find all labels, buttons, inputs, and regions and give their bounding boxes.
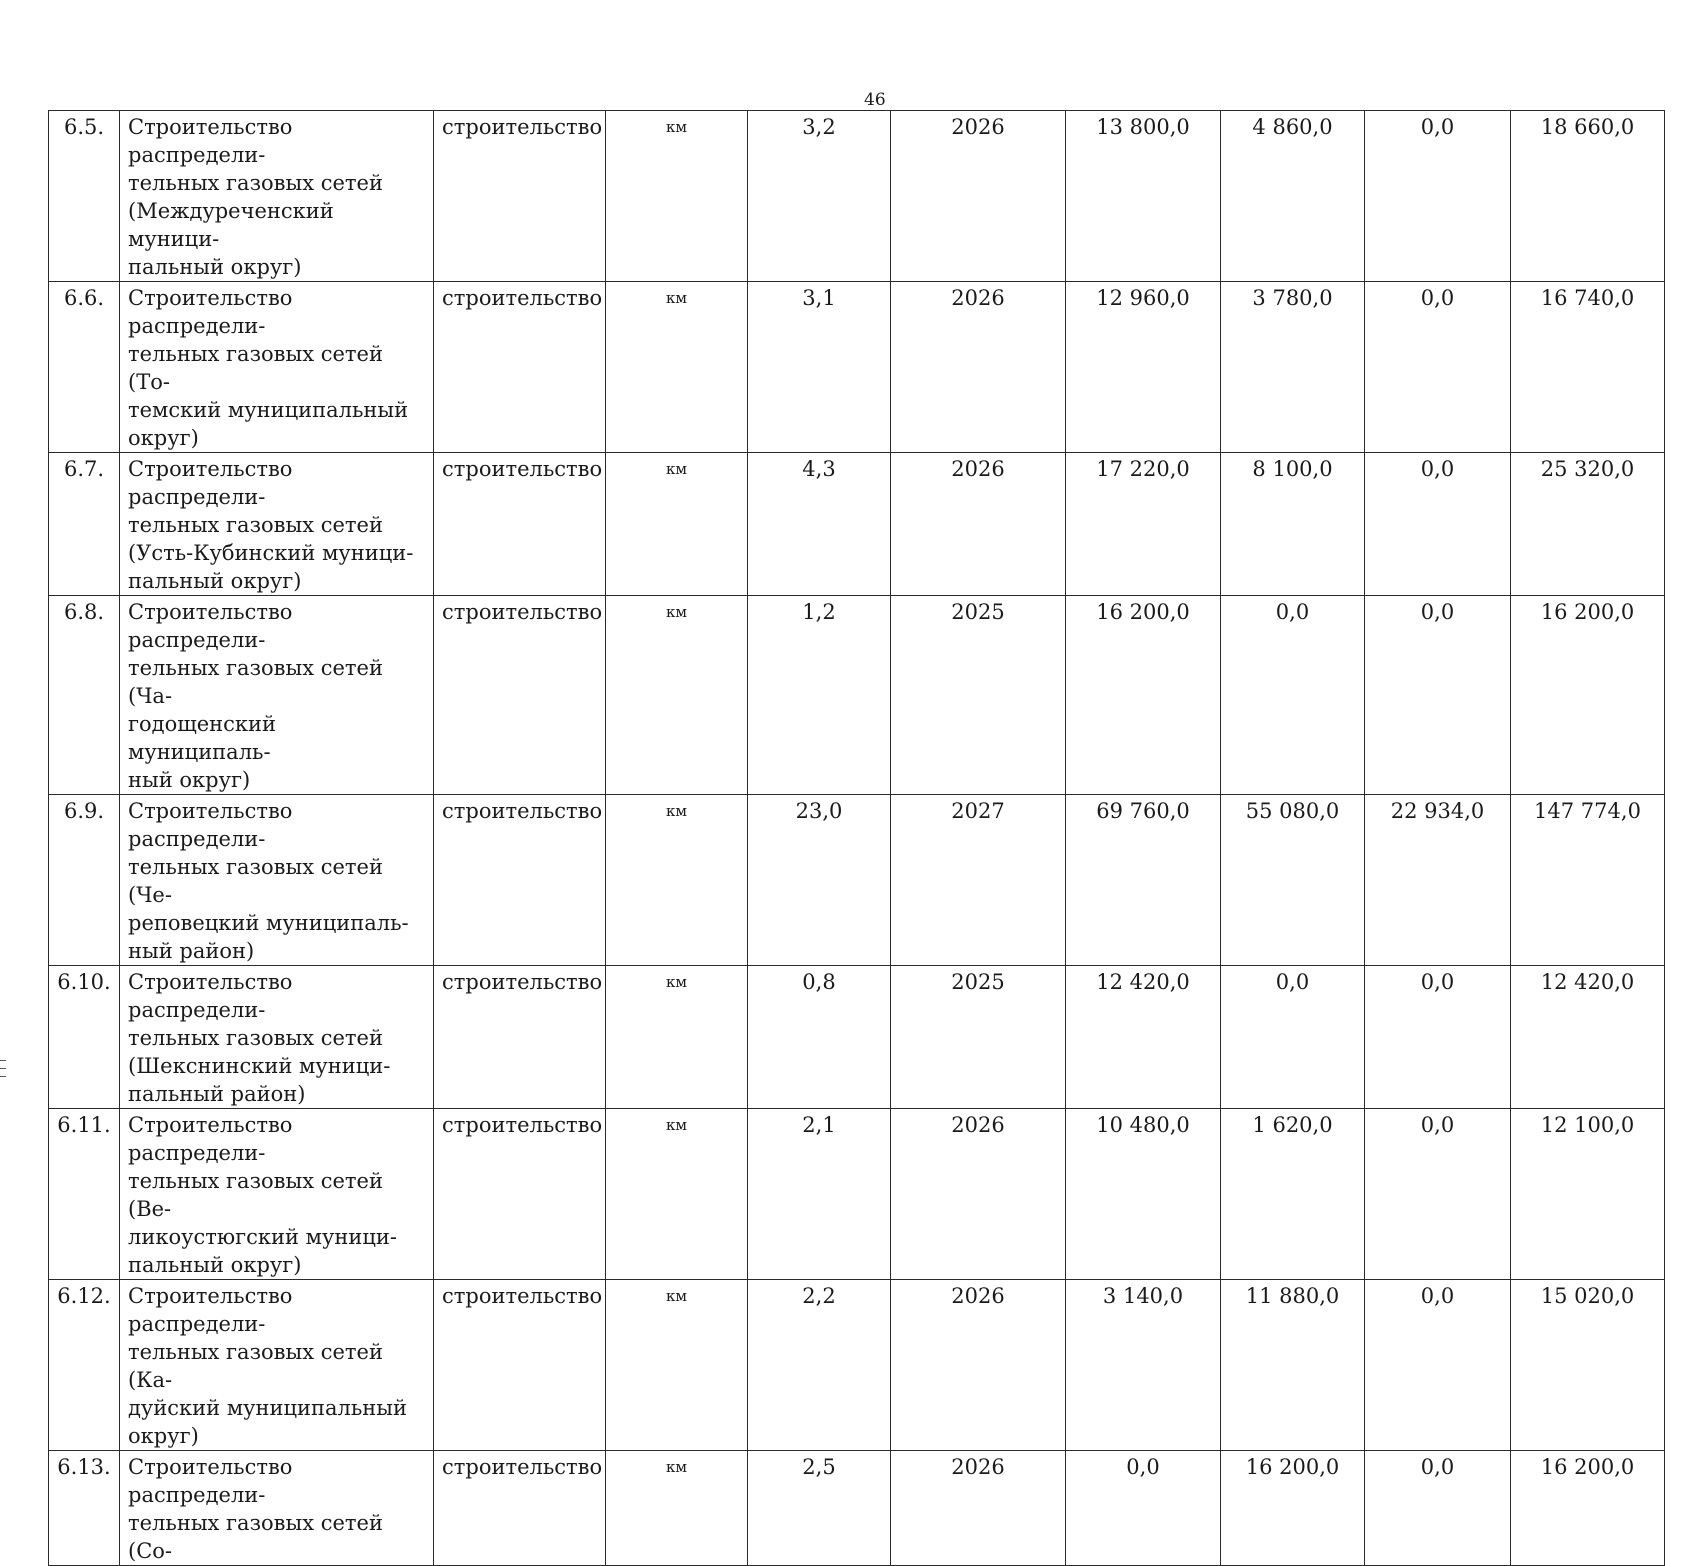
value-cell-2: 8 100,0: [1221, 453, 1365, 596]
unit-cell: км: [606, 1109, 748, 1280]
row-number-cell: 6.5.: [49, 111, 120, 282]
value-cell-2: 4 860,0: [1221, 111, 1365, 282]
name-cell: [120, 111, 434, 282]
total-cell: 18 660,0: [1511, 111, 1665, 282]
value-cell-2: 1 620,0: [1221, 1109, 1365, 1280]
name-text: Строительство распредели- тельных газовых сетей (Ве- ликоустюгский муници- пальный округ): [128, 1113, 397, 1277]
unit-cell: км: [606, 282, 748, 453]
value-cell-2: 16 200,0: [1221, 1451, 1365, 1566]
row-number-cell: 6.7.: [49, 453, 120, 596]
table-row: [49, 1451, 1665, 1566]
name-cell: [120, 282, 434, 453]
value-cell-1: 16 200,0: [1066, 596, 1221, 795]
table-row: [49, 282, 1665, 453]
edge-mark: [0, 1068, 6, 1069]
name-cell: [120, 795, 434, 966]
quantity-cell: 2,1: [748, 1109, 891, 1280]
name-text: Строительство распредели- тельных газовых сетей (Че- реповецкий муниципаль- ный район): [128, 799, 409, 963]
year-cell: 2026: [891, 282, 1066, 453]
name-cell: [120, 596, 434, 795]
quantity-cell: 2,2: [748, 1280, 891, 1451]
quantity-cell: 3,2: [748, 111, 891, 282]
total-cell: 16 200,0: [1511, 1451, 1665, 1566]
value-cell-3: 0,0: [1365, 1451, 1511, 1566]
work-type-cell: строительство: [434, 966, 606, 1109]
unit-cell: км: [606, 795, 748, 966]
work-type-cell: строительство: [434, 795, 606, 966]
work-type-cell: строительство: [434, 1109, 606, 1280]
value-cell-1: 0,0: [1066, 1451, 1221, 1566]
work-type-cell: строительство: [434, 596, 606, 795]
quantity-cell: 3,1: [748, 282, 891, 453]
work-type-cell: строительство: [434, 111, 606, 282]
name-text: Строительство распредели- тельных газовых сетей (Ча- годощенский муниципаль- ный округ): [128, 600, 383, 792]
name-cell: [120, 1109, 434, 1280]
value-cell-2: 0,0: [1221, 966, 1365, 1109]
table-row: [49, 1109, 1665, 1280]
table-row: [49, 1280, 1665, 1451]
edge-mark: [0, 1076, 6, 1077]
row-number-cell: 6.13.: [49, 1451, 120, 1566]
name-cell: [120, 453, 434, 596]
row-number-cell: 6.6.: [49, 282, 120, 453]
row-number-cell: 6.11.: [49, 1109, 120, 1280]
value-cell-3: 0,0: [1365, 111, 1511, 282]
quantity-cell: 4,3: [748, 453, 891, 596]
work-type-cell: строительство: [434, 1451, 606, 1566]
year-cell: 2025: [891, 966, 1066, 1109]
total-cell: 16 200,0: [1511, 596, 1665, 795]
unit-cell: км: [606, 1451, 748, 1566]
value-cell-1: 12 960,0: [1066, 282, 1221, 453]
year-cell: 2026: [891, 1109, 1066, 1280]
table-row: [49, 453, 1665, 596]
work-type-cell: строительство: [434, 453, 606, 596]
unit-cell: км: [606, 111, 748, 282]
table-row: [49, 596, 1665, 795]
name-text: Строительство распредели- тельных газовых сетей (Междуреченский муници- пальный округ): [128, 115, 383, 279]
value-cell-1: 12 420,0: [1066, 966, 1221, 1109]
row-number-cell: 6.8.: [49, 596, 120, 795]
value-cell-3: 0,0: [1365, 453, 1511, 596]
table-row: [49, 966, 1665, 1109]
unit-cell: км: [606, 1280, 748, 1451]
name-cell: [120, 966, 434, 1109]
work-type-cell: строительство: [434, 282, 606, 453]
page-number: 46: [864, 90, 886, 110]
name-text: Строительство распредели- тельных газовых сетей (То- темский муниципальный округ): [128, 286, 409, 450]
value-cell-3: 0,0: [1365, 966, 1511, 1109]
total-cell: 12 100,0: [1511, 1109, 1665, 1280]
name-cell: [120, 1451, 434, 1566]
work-type-cell: строительство: [434, 1280, 606, 1451]
scan-edge-marks: [0, 1060, 6, 1084]
row-number-cell: 6.9.: [49, 795, 120, 966]
total-cell: 16 740,0: [1511, 282, 1665, 453]
row-number-cell: 6.12.: [49, 1280, 120, 1451]
value-cell-3: 0,0: [1365, 1280, 1511, 1451]
value-cell-1: 17 220,0: [1066, 453, 1221, 596]
name-text: Строительство распредели- тельных газовых сетей (Шекснинский муници- пальный район): [128, 970, 391, 1106]
data-table: [48, 110, 1665, 1566]
edge-mark: [0, 1060, 6, 1061]
value-cell-2: 55 080,0: [1221, 795, 1365, 966]
year-cell: 2025: [891, 596, 1066, 795]
value-cell-2: 0,0: [1221, 596, 1365, 795]
value-cell-3: 0,0: [1365, 596, 1511, 795]
row-number-cell: 6.10.: [49, 966, 120, 1109]
value-cell-1: 10 480,0: [1066, 1109, 1221, 1280]
quantity-cell: 2,5: [748, 1451, 891, 1566]
year-cell: 2026: [891, 111, 1066, 282]
table-row: [49, 111, 1665, 282]
value-cell-2: 11 880,0: [1221, 1280, 1365, 1451]
unit-cell: км: [606, 596, 748, 795]
value-cell-3: 22 934,0: [1365, 795, 1511, 966]
total-cell: 147 774,0: [1511, 795, 1665, 966]
unit-cell: км: [606, 453, 748, 596]
quantity-cell: 1,2: [748, 596, 891, 795]
name-text: Строительство распредели- тельных газовых сетей (Усть-Кубинский муници- пальный округ): [128, 457, 414, 593]
year-cell: 2027: [891, 795, 1066, 966]
total-cell: 12 420,0: [1511, 966, 1665, 1109]
year-cell: 2026: [891, 453, 1066, 596]
value-cell-1: 3 140,0: [1066, 1280, 1221, 1451]
total-cell: 25 320,0: [1511, 453, 1665, 596]
name-text: Строительство распредели- тельных газовых сетей (Ка- дуйский муниципальный округ): [128, 1284, 408, 1448]
unit-cell: км: [606, 966, 748, 1109]
year-cell: 2026: [891, 1451, 1066, 1566]
value-cell-3: 0,0: [1365, 1109, 1511, 1280]
name-text: Строительство распредели- тельных газовых сетей (Со-: [128, 1455, 383, 1563]
total-cell: 15 020,0: [1511, 1280, 1665, 1451]
quantity-cell: 0,8: [748, 966, 891, 1109]
value-cell-3: 0,0: [1365, 282, 1511, 453]
quantity-cell: 23,0: [748, 795, 891, 966]
value-cell-2: 3 780,0: [1221, 282, 1365, 453]
value-cell-1: 13 800,0: [1066, 111, 1221, 282]
table-row: [49, 795, 1665, 966]
name-cell: [120, 1280, 434, 1451]
year-cell: 2026: [891, 1280, 1066, 1451]
value-cell-1: 69 760,0: [1066, 795, 1221, 966]
